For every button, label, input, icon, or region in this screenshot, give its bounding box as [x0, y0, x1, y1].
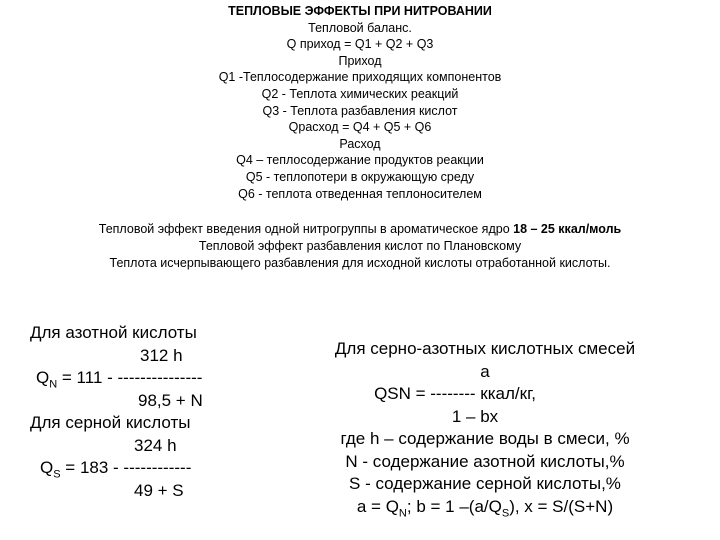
sulfuric-numerator: 324 h	[134, 435, 177, 455]
sulfuric-denominator: 49 + S	[134, 480, 184, 500]
mixed-numerator: a	[480, 361, 490, 381]
heat-balance-heading: Тепловой баланс.	[308, 20, 412, 35]
water-content-definition: где h – содержание воды в смеси, %	[340, 429, 630, 448]
mixed-denominator: 1 – bx	[451, 406, 499, 426]
nitro-group-effect-value: 18 – 25 ккал/моль	[513, 222, 622, 236]
exhaustive-dilution: Теплота исчерпывающего разбавления для исходной кислоты отработанной кислоты.	[109, 256, 611, 270]
expense-heading: Расход	[339, 136, 381, 151]
dilution-effect: Тепловой эффект разбавления кислот по Плановскому	[198, 239, 522, 253]
sulfuric-q-subscript: S	[53, 468, 61, 481]
effects-block	[0, 221, 720, 272]
nitric-equation-rest: = 111 - ---------------	[57, 368, 203, 387]
q2-definition: Q2 - Теплота химических реакций	[261, 86, 459, 101]
nitro-group-effect-text: Тепловой эффект введения одной нитрогруппы в ароматическое ядро	[98, 222, 514, 236]
mixed-acid-title: Для серно-азотных кислотных смесей	[334, 339, 636, 358]
sulfuric-equation	[30, 457, 203, 480]
coef-b: ; b = 1 –(a/Q	[406, 496, 502, 516]
q3-definition: Q3 - Теплота разбавления кислот	[262, 103, 458, 118]
nitric-numerator: 312 h	[140, 345, 183, 365]
nitric-equation	[30, 367, 203, 390]
sulfuric-content-definition: S - содержание серной кислоты,%	[349, 474, 621, 493]
sulfuric-equation-rest: = 183 - ------------	[60, 458, 192, 477]
coef-x: ), x = S/(S+N)	[509, 496, 614, 516]
coef-a-subscript: N	[398, 506, 407, 519]
q1-definition: Q1 -Теплосодержание приходящих компонентов	[218, 70, 502, 85]
single-acid-formulas	[30, 322, 203, 502]
nitro-group-effect	[0, 221, 720, 238]
income-equation: Q приход = Q1 + Q2 + Q3	[286, 37, 434, 52]
q5-definition: Q5 - теплопотери в окружающую среду	[245, 169, 475, 184]
nitric-q-subscript: N	[49, 378, 58, 391]
nitric-acid-title: Для азотной кислоты	[30, 323, 197, 342]
nitric-denominator: 98,5 + N	[138, 390, 203, 410]
coef-a: a = Q	[356, 496, 399, 516]
sulfuric-acid-title: Для серной кислоты	[30, 413, 191, 432]
mixed-equation: QSN = -------- ккал/кг,	[374, 384, 536, 403]
q6-definition: Q6 - теплота отведенная теплоносителем	[238, 186, 482, 201]
coefficients-definition	[270, 496, 700, 519]
page-title: ТЕПЛОВЫЕ ЭФФЕКТЫ ПРИ НИТРОВАНИИ	[228, 4, 492, 18]
q4-definition: Q4 – теплосодержание продуктов реакции	[236, 153, 484, 168]
income-heading: Приход	[338, 53, 382, 68]
mixed-acid-formulas	[270, 338, 700, 518]
sulfuric-q: Q	[40, 458, 54, 477]
nitric-q: Q	[36, 368, 50, 387]
nitric-content-definition: N - содержание азотной кислоты,%	[345, 451, 625, 471]
header-block	[0, 3, 720, 202]
coef-b-subscript: S	[501, 506, 510, 519]
expense-equation: Qрасход = Q4 + Q5 + Q6	[288, 120, 432, 135]
